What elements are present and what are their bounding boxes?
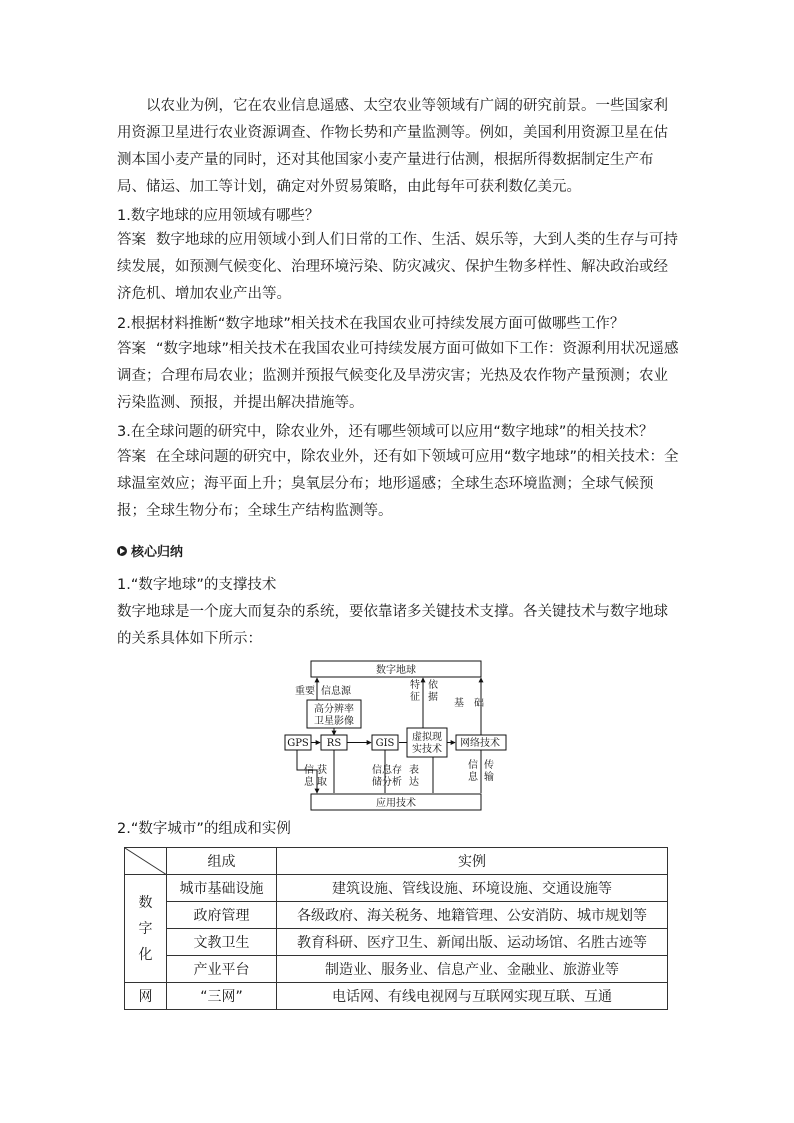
gps-label: GPS <box>287 738 309 749</box>
info-left-label-1: 信 <box>304 765 314 776</box>
basis-label-1: 依 <box>428 680 438 691</box>
vr-label-2: 实技术 <box>412 744 442 755</box>
row-example: 教育科研、医疗卫生、新闻出版、运动场馆、名胜古迹等 <box>277 929 668 956</box>
info-right-label-1: 信 <box>468 760 478 771</box>
answer-text: 数字地球的应用领域小到人们日常的工作、生活、娱乐等，大到人类的生存与可持续发展，如预测气候变化、治理环境污染、防灾减灾、保护生物多样性、解决政治或经济危机、增加农业产出等。 <box>117 232 678 302</box>
table-row <box>125 902 668 929</box>
express-label-2: 达 <box>409 777 419 788</box>
answer-label: 答案 <box>117 341 146 357</box>
answer-text: “数字地球”相关技术在我国农业可持续发展方面可做如下工作：资源利用状况遥感调查；合理布局农业；监测并预报气候变化及旱涝灾害；光热及农作物产量预测；农业污染监测、预报，并提出解决措施等。 <box>117 341 679 411</box>
group-network-cell: 网 <box>125 983 167 1010</box>
diagonal-line <box>125 848 167 875</box>
foundation-label: 基 础 <box>454 698 484 709</box>
feature-label-2: 征 <box>410 692 420 703</box>
question-3: 3.在全球问题的研究中，除农业外，还有哪些领域可以应用“数字地球”的相关技术？ <box>117 424 654 440</box>
rs-label: RS <box>326 738 342 749</box>
section1-text: 数字地球是一个庞大而复杂的系统，要依靠诸多关键技术支撑。各关键技术与数字地球的关系具体如下所示： <box>117 604 668 647</box>
table-row <box>125 929 668 956</box>
application-tech-label: 应用技术 <box>376 798 416 809</box>
answer-2 <box>117 336 682 417</box>
digital-earth-diagram <box>283 658 500 814</box>
info-right-label-2: 息 <box>468 772 478 783</box>
feature-label-1: 特 <box>410 680 420 691</box>
important-label: 重要 <box>295 686 315 697</box>
network-label: 网络技术 <box>460 738 500 749</box>
digital-city-table <box>124 847 668 1010</box>
row-component: 政府管理 <box>167 902 277 929</box>
section2-title: 2.“数字城市”的组成和实例 <box>117 821 291 837</box>
transmit-label-1: 传 <box>484 760 494 771</box>
row-component: 城市基础设施 <box>167 875 277 902</box>
answer-label: 答案 <box>117 449 146 465</box>
question-2: 2.根据材料推断“数字地球”相关技术在我国农业可持续发展方面可做哪些工作？ <box>117 316 625 332</box>
intro-paragraph: 以农业为例，它在农业信息遥感、太空农业等领域有广阔的研究前景。一些国家利用资源卫星进行农业资源调查、作物长势和产量监测等。例如，美国利用资源卫星在估测本国小麦产量的同时，还对其他国家小麦产量进行估测，根据所得数据制定生产布局、储运、加工等计划，确定对外贸易策略，由此每年可获利数亿美元。 <box>117 98 668 195</box>
acquire-label-2: 取 <box>317 777 327 788</box>
header-example: 实例 <box>277 848 668 875</box>
row-example: 电话网、有线电视网与互联网实现互联、互通 <box>277 983 668 1010</box>
question-1: 1.数字地球的应用领域有哪些？ <box>117 208 320 224</box>
core-summary-heading <box>117 541 183 560</box>
table-row <box>125 983 668 1010</box>
table-header-row <box>125 848 668 875</box>
express-label-1: 表 <box>409 765 419 776</box>
answer-text: 在全球问题的研究中，除农业外，还有如下领域可应用“数字地球”的相关技术：全球温室效应；海平面上升；臭氧层分布；地形遥感；全球生态环境监测；全球气候预报；全球生物分布；全球生产结构监测等。 <box>117 449 679 519</box>
transmit-label-2: 输 <box>484 772 494 783</box>
table-row <box>125 956 668 983</box>
play-circle-icon <box>117 546 127 556</box>
core-summary-label: 核心归纳 <box>131 545 184 560</box>
section1-title: 1.“数字地球”的支撑技术 <box>117 577 277 593</box>
row-example: 制造业、服务业、信息产业、金融业、旅游业等 <box>277 956 668 983</box>
info-left-label-2: 息 <box>304 777 314 788</box>
row-example: 建筑设施、管线设施、环境设施、交通设施等 <box>277 875 668 902</box>
vr-label-1: 虚拟现 <box>412 732 442 743</box>
digital-earth-label: 数字地球 <box>376 665 416 676</box>
info-source-label: 信息源 <box>321 686 351 697</box>
row-example: 各级政府、海关税务、地籍管理、公安消防、城市规划等 <box>277 902 668 929</box>
basis-label-2: 据 <box>428 692 438 703</box>
acquire-label-1: 获 <box>317 765 327 776</box>
gis-label: GIS <box>375 738 395 749</box>
group-char: 字 <box>138 920 153 937</box>
header-component: 组成 <box>167 848 277 875</box>
row-component: “三网” <box>167 983 277 1010</box>
satellite-label-1: 高分辨率 <box>314 704 354 715</box>
group-digitization-cell <box>125 875 167 983</box>
storage-label-1: 信息存 <box>372 765 402 776</box>
group-char: 数 <box>138 894 153 911</box>
table-row <box>125 875 668 902</box>
answer-3 <box>117 444 682 525</box>
row-component: 产业平台 <box>167 956 277 983</box>
row-component: 文教卫生 <box>167 929 277 956</box>
diagonal-header-cell <box>125 848 167 875</box>
group-char: 化 <box>138 946 153 963</box>
satellite-label-2: 卫星影像 <box>314 716 354 727</box>
answer-label: 答案 <box>117 232 146 248</box>
storage-label-2: 储分析 <box>372 777 402 788</box>
answer-1 <box>117 227 682 308</box>
